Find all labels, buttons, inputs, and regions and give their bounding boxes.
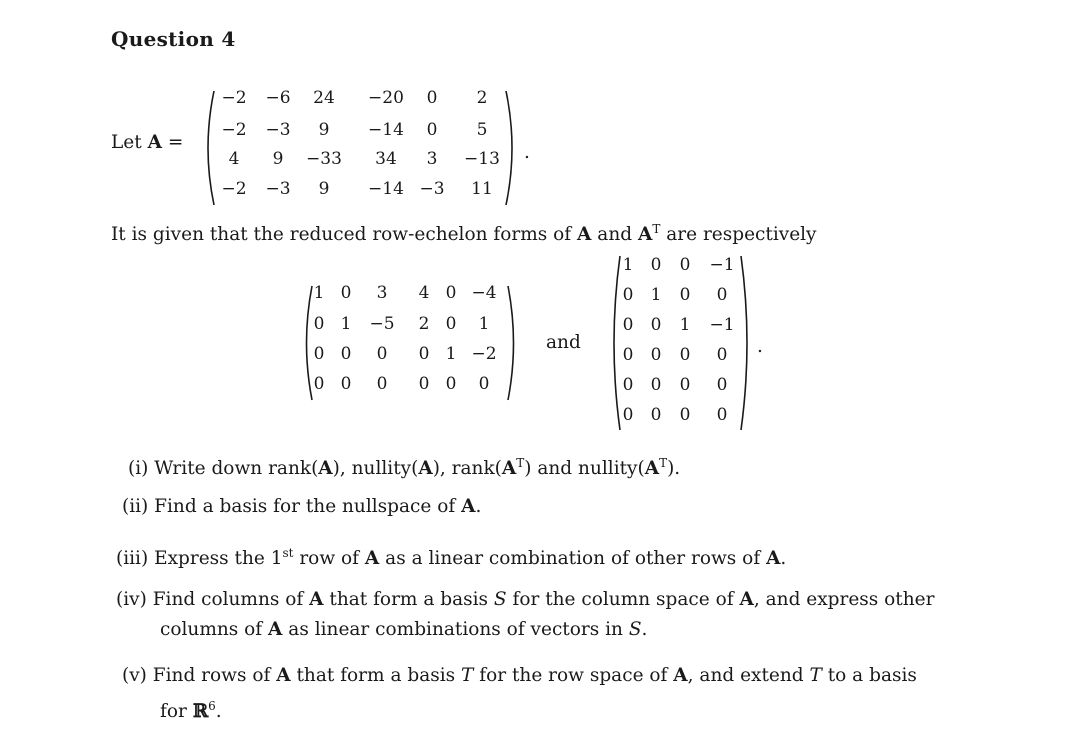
part-v-matrix-a-1: A xyxy=(276,665,291,686)
given-and: and xyxy=(597,224,633,245)
rref-a-cell: 4 xyxy=(418,283,430,303)
rref-a-row xyxy=(300,374,520,396)
matrix-a-cell: −33 xyxy=(306,149,342,169)
matrix-a-cell: −14 xyxy=(368,120,404,140)
rref-a-row xyxy=(300,283,520,305)
rref-a-cell: 3 xyxy=(376,283,388,303)
rref-matrix-a xyxy=(300,283,520,403)
part-iii-text-3: as a linear combination of other rows of xyxy=(385,548,761,569)
rref-at-cell: 0 xyxy=(650,405,662,425)
matrix-a-cell: 4 xyxy=(228,149,240,169)
let-label: Let xyxy=(111,132,142,153)
part-v-text-2: that form a basis xyxy=(296,665,456,686)
rref-at-cell: 0 xyxy=(650,345,662,365)
part-v-dimension-sup: 6 xyxy=(208,699,216,713)
rref-a-cell: 0 xyxy=(376,344,388,364)
part-iv-matrix-a-1: A xyxy=(309,589,324,610)
equals-sign: = xyxy=(167,132,184,153)
rref-at-cell: 1 xyxy=(679,315,691,335)
part-iv-text-4: , and express other xyxy=(753,589,935,610)
matrix-a-cell: −3 xyxy=(265,179,291,199)
part-iii-matrix-a-1: A xyxy=(364,548,380,569)
part-ii-text-2: . xyxy=(475,496,482,517)
rref-at-cell: 0 xyxy=(679,405,691,425)
matrix-a-cell: −2 xyxy=(221,179,247,199)
rref-a-cell: 1 xyxy=(445,344,457,364)
rref-at-cell: 0 xyxy=(622,345,634,365)
matrix-a-cell: 24 xyxy=(313,88,335,108)
part-iii-number: (iii) xyxy=(116,548,149,569)
part-iii-matrix-a-2: A xyxy=(766,548,781,569)
part-iv-text-7: . xyxy=(641,619,648,640)
rref-a-cell: 0 xyxy=(313,344,325,364)
rref-a-cell: 0 xyxy=(340,283,352,303)
rref-at-cell: 0 xyxy=(716,375,728,395)
part-v-real-space: ℝ xyxy=(192,701,209,722)
matrix-a-row xyxy=(200,179,520,201)
part-iii-text-4: . xyxy=(780,548,787,569)
part-i-number: (i) xyxy=(128,458,149,479)
rref-at-row xyxy=(608,315,753,337)
matrix-a xyxy=(200,88,520,208)
part-v xyxy=(122,661,917,691)
matrix-name: A xyxy=(147,132,162,153)
matrix-a-cell: −14 xyxy=(368,179,404,199)
rref-at-cell: 0 xyxy=(679,345,691,365)
rref-at-cell: 0 xyxy=(622,315,634,335)
rref-a-cell: 0 xyxy=(445,283,457,303)
rref-a-cell: 0 xyxy=(376,374,388,394)
rref-a-cell: 1 xyxy=(478,314,490,334)
rref-at-cell: −1 xyxy=(709,315,735,335)
matrix-a-row xyxy=(200,120,520,142)
part-v-line-2 xyxy=(160,691,222,727)
part-ii-number: (ii) xyxy=(122,496,149,517)
rref-a-cell: 0 xyxy=(445,314,457,334)
given-text-before: It is given that the reduced row-echelon forms of xyxy=(111,224,572,245)
rref-at-cell: 0 xyxy=(716,285,728,305)
rref-a-cell: 0 xyxy=(313,374,325,394)
rref-a-cell: −5 xyxy=(369,314,395,334)
rref-a-cell: 0 xyxy=(418,344,430,364)
part-i xyxy=(128,448,680,484)
matrix-a-cell: 34 xyxy=(375,149,397,169)
part-v-set-t-2: T xyxy=(809,665,822,686)
rref-at-period: . xyxy=(757,336,763,357)
rref-at-row xyxy=(608,255,753,277)
given-statement xyxy=(111,218,817,246)
part-iv-line-2 xyxy=(160,615,647,645)
part-iv-text-3: for the column space of xyxy=(512,589,734,610)
part-iv-set-s-2: S xyxy=(628,619,642,640)
matrix-a-cell: 5 xyxy=(476,120,488,140)
matrix-a-row xyxy=(200,88,520,110)
matrix-a-cell: −3 xyxy=(265,120,291,140)
rref-a-cell: −2 xyxy=(471,344,497,364)
part-i-text-4: ) and nullity( xyxy=(524,458,645,479)
part-v-text-6: for xyxy=(160,701,187,722)
rref-a-cell: 2 xyxy=(418,314,430,334)
rref-at-cell: 0 xyxy=(679,375,691,395)
part-v-text-3: for the row space of xyxy=(479,665,668,686)
part-iii xyxy=(116,538,786,574)
rref-at-cell: 0 xyxy=(650,315,662,335)
part-i-matrix-a-3: A xyxy=(501,458,517,479)
matrix-a-cell: 9 xyxy=(272,149,284,169)
matrix-a-cell: 11 xyxy=(471,179,493,199)
part-i-text-1: Write down rank( xyxy=(154,458,319,479)
question-title: Question 4 xyxy=(111,27,236,51)
part-iii-superscript: st xyxy=(282,546,294,560)
rref-at-row xyxy=(608,285,753,307)
matrix-a-cell: 0 xyxy=(426,120,438,140)
part-v-number: (v) xyxy=(122,665,147,686)
matrix-a-cell: 2 xyxy=(476,88,488,108)
given-text-after: are respectively xyxy=(666,224,817,245)
part-ii-matrix-a: A xyxy=(461,496,476,517)
matrix-a-cell: −2 xyxy=(221,88,247,108)
rref-at-cell: 0 xyxy=(622,375,634,395)
rref-a-cell: 1 xyxy=(313,283,325,303)
rref-a-cell: 0 xyxy=(445,374,457,394)
part-iv xyxy=(116,585,934,615)
rref-at-row xyxy=(608,375,753,397)
rref-at-cell: 0 xyxy=(650,255,662,275)
given-matrix-a: A xyxy=(577,224,592,245)
rref-at-cell: 0 xyxy=(650,375,662,395)
part-ii xyxy=(122,492,481,522)
matrix-a-cell: 9 xyxy=(318,120,330,140)
part-iv-text-1: Find columns of xyxy=(152,589,304,610)
rref-a-cell: 0 xyxy=(313,314,325,334)
part-ii-text-1: Find a basis for the nullspace of xyxy=(154,496,456,517)
part-i-text-2: ), nullity( xyxy=(332,458,419,479)
part-i-transpose-2: T xyxy=(659,456,668,470)
part-v-matrix-a-2: A xyxy=(673,665,688,686)
part-v-text-1: Find rows of xyxy=(152,665,271,686)
part-i-matrix-a-4: A xyxy=(644,458,660,479)
part-iii-text-1: Express the 1 xyxy=(154,548,283,569)
rref-a-cell: −4 xyxy=(471,283,497,303)
rref-a-cell: 1 xyxy=(340,314,352,334)
rref-at-cell: 0 xyxy=(679,285,691,305)
part-iv-text-6: as linear combinations of vectors in xyxy=(288,619,623,640)
part-i-matrix-a-1: A xyxy=(318,458,333,479)
rref-at-cell: 1 xyxy=(650,285,662,305)
given-transpose-sup: T xyxy=(652,222,661,236)
rref-a-cell: 0 xyxy=(478,374,490,394)
matrix-a-cell: 0 xyxy=(426,88,438,108)
rref-at-cell: −1 xyxy=(709,255,735,275)
given-matrix-at: A xyxy=(637,224,653,245)
part-iv-number: (iv) xyxy=(116,589,147,610)
rref-at-row xyxy=(608,345,753,367)
part-v-text-5: to a basis xyxy=(827,665,917,686)
middle-and: and xyxy=(546,332,581,353)
part-i-matrix-a-2: A xyxy=(418,458,433,479)
part-iii-text-2: row of xyxy=(299,548,360,569)
part-iv-matrix-a-2: A xyxy=(739,589,754,610)
rref-a-cell: 0 xyxy=(340,344,352,364)
part-i-text-3: ), rank( xyxy=(432,458,502,479)
matrix-a-row xyxy=(200,149,520,171)
let-statement xyxy=(111,132,183,154)
rref-at-cell: 0 xyxy=(622,405,634,425)
matrix-a-period: . xyxy=(524,142,530,163)
rref-at-cell: 0 xyxy=(716,345,728,365)
matrix-a-cell: −13 xyxy=(464,149,500,169)
part-iv-matrix-a-3: A xyxy=(268,619,283,640)
matrix-a-cell: −3 xyxy=(419,179,445,199)
rref-at-cell: 0 xyxy=(622,285,634,305)
matrix-a-cell: 9 xyxy=(318,179,330,199)
rref-a-row xyxy=(300,344,520,366)
rref-a-cell: 0 xyxy=(340,374,352,394)
rref-matrix-at xyxy=(608,253,753,433)
matrix-a-cell: −6 xyxy=(265,88,291,108)
rref-at-cell: 0 xyxy=(679,255,691,275)
part-v-set-t-1: T xyxy=(461,665,474,686)
part-i-transpose-1: T xyxy=(516,456,525,470)
rref-at-row xyxy=(608,405,753,427)
rref-at-cell: 0 xyxy=(716,405,728,425)
part-v-text-7: . xyxy=(215,701,222,722)
matrix-a-cell: −2 xyxy=(221,120,247,140)
part-iv-text-2: that form a basis xyxy=(329,589,489,610)
part-iv-set-s-1: S xyxy=(493,589,507,610)
part-i-text-5: ). xyxy=(667,458,681,479)
part-v-text-4: , and extend xyxy=(687,665,804,686)
matrix-a-cell: 3 xyxy=(426,149,438,169)
matrix-a-cell: −20 xyxy=(368,88,404,108)
rref-a-cell: 0 xyxy=(418,374,430,394)
part-iv-text-5: columns of xyxy=(160,619,263,640)
rref-at-cell: 1 xyxy=(622,255,634,275)
rref-a-row xyxy=(300,314,520,336)
